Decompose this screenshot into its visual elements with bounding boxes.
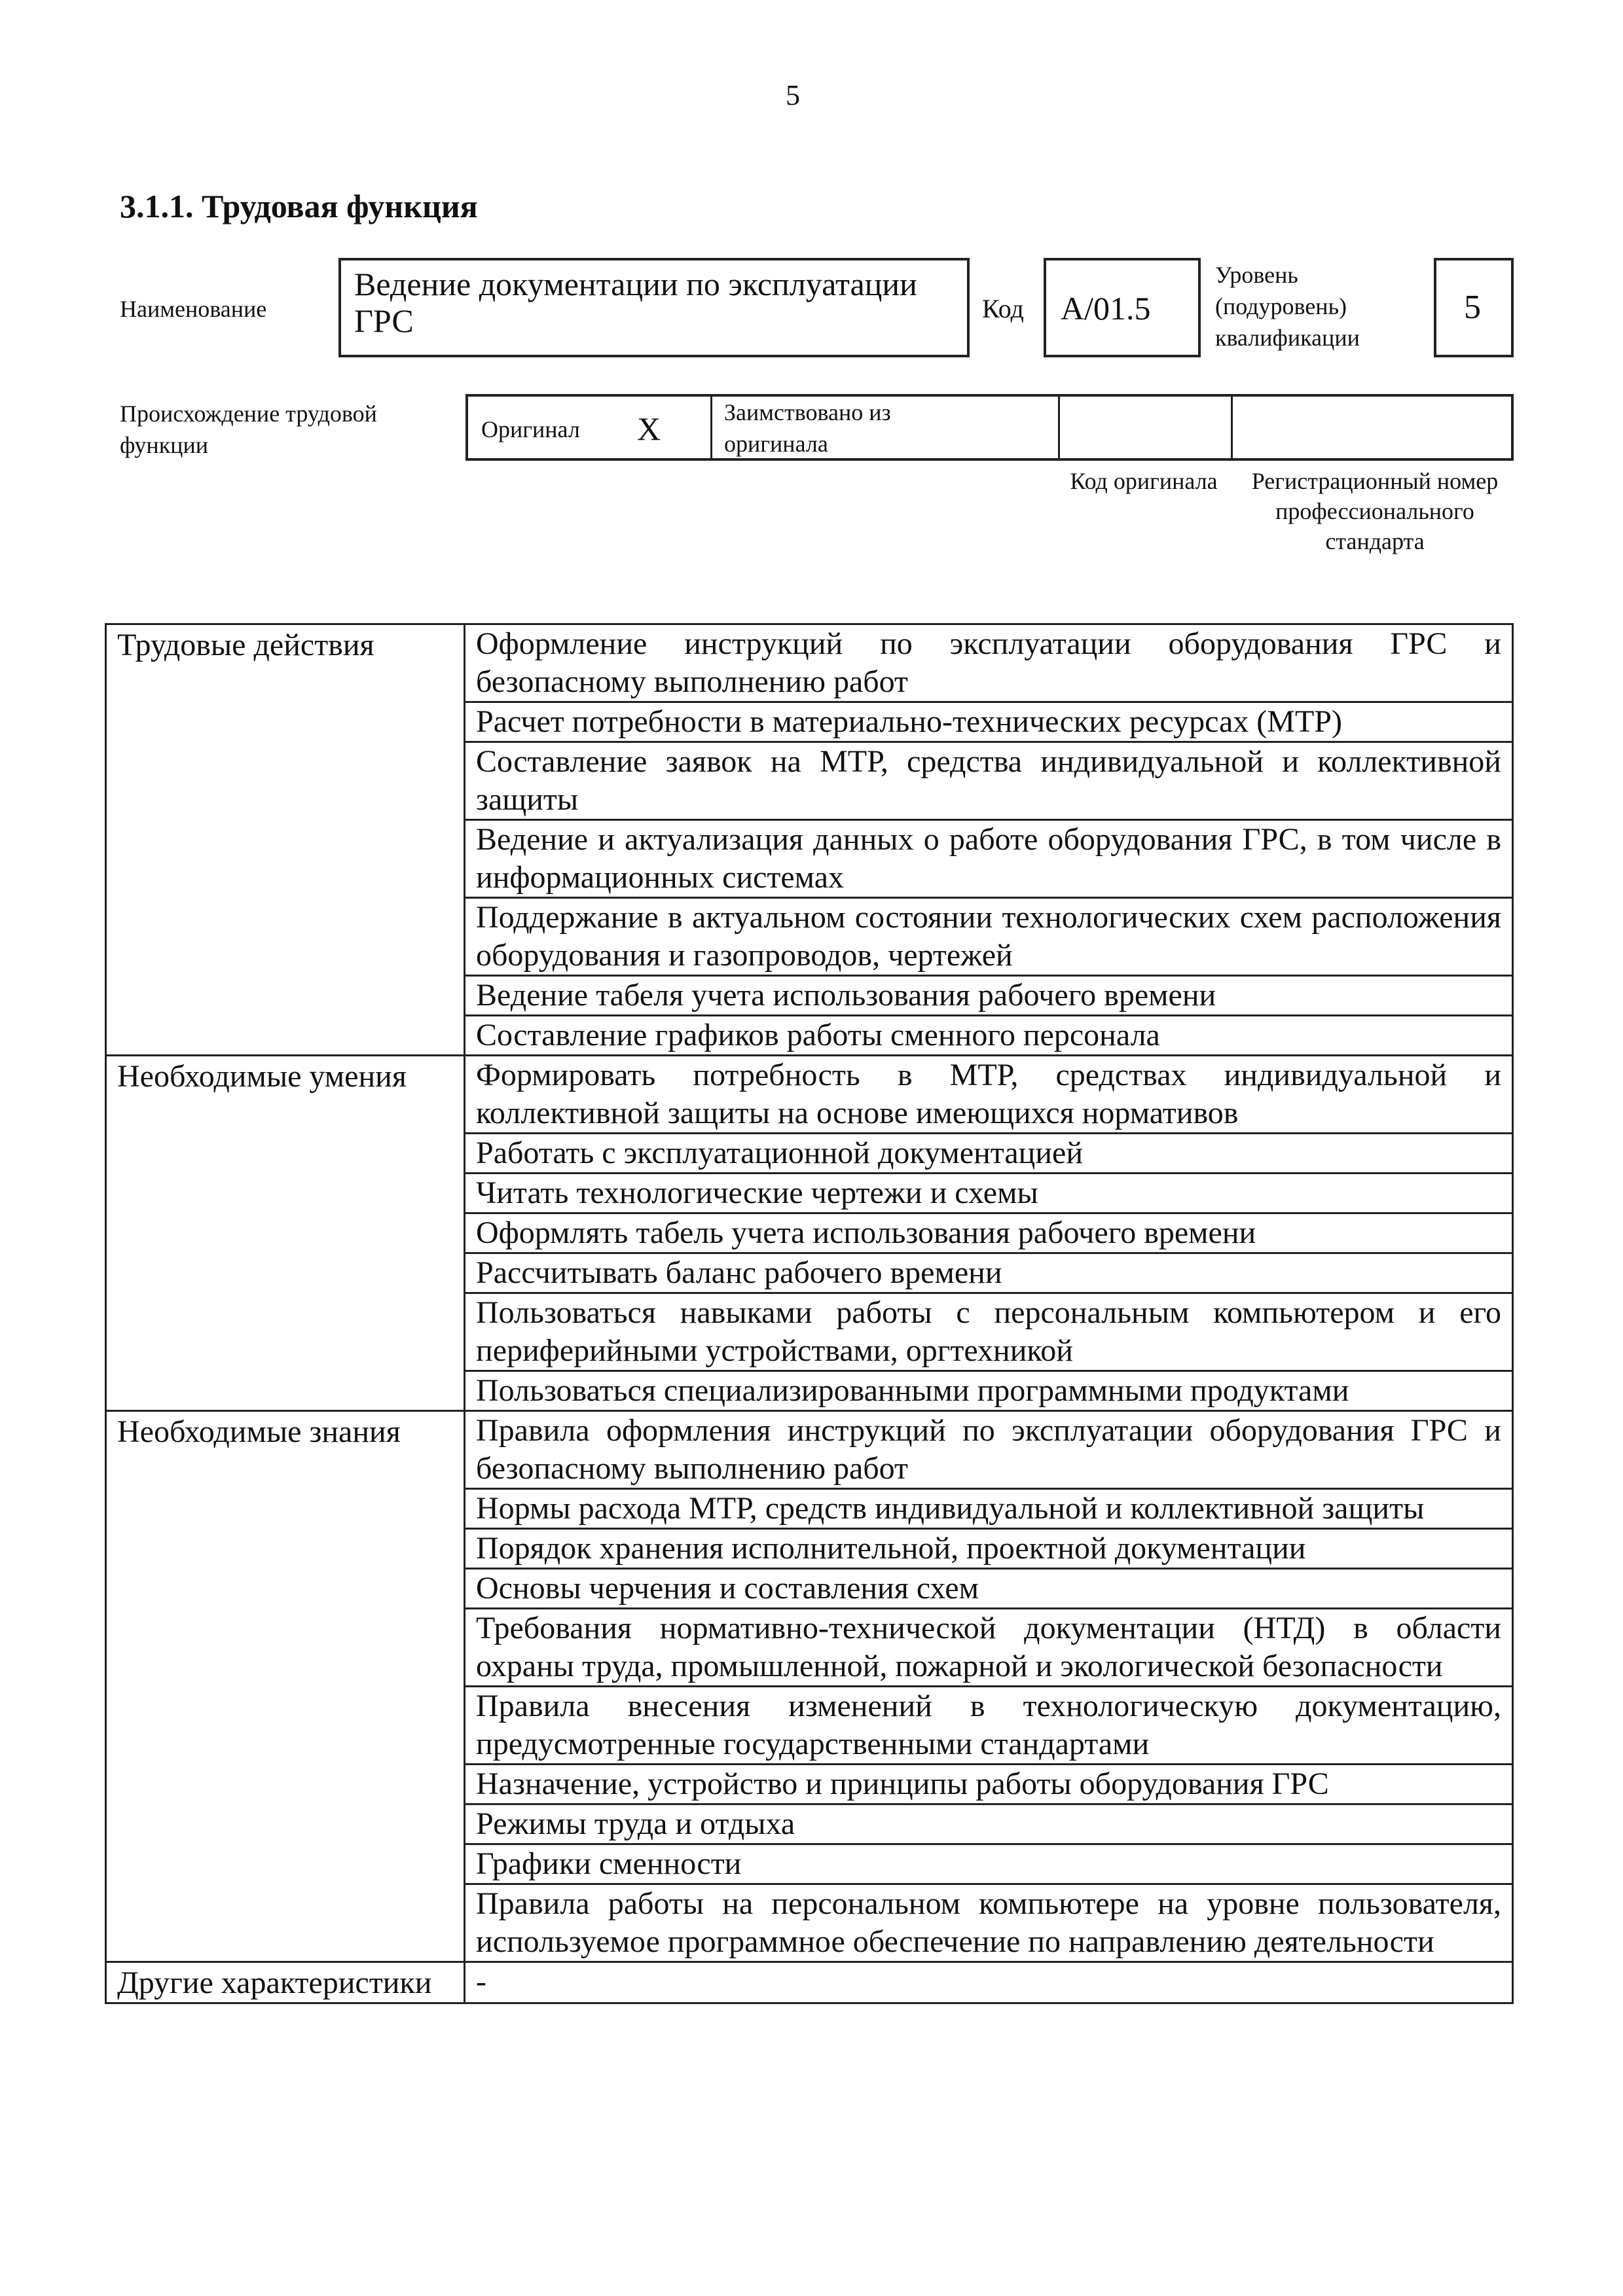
- item-cell: Составление заявок на МТР, средства индивидуальной и коллективной защиты: [465, 742, 1513, 820]
- page-number: 5: [786, 79, 800, 111]
- origin-label: Происхождение трудовой функции: [120, 401, 377, 458]
- item-cell: Требования нормативно-технической документации (НТД) в области охраны труда, промышленной, пожарной и экологической безопасности: [465, 1609, 1513, 1687]
- original-label: Оригинал: [481, 416, 580, 442]
- item-cell: Поддержание в актуальном состоянии технологических схем расположения оборудования и газопроводов, чертежей: [465, 898, 1513, 976]
- category-cell: Необходимые умения: [106, 1056, 465, 1411]
- original-cell: [468, 397, 712, 458]
- table-row: [106, 1056, 1513, 1134]
- borrowed-label: Заимствовано из оригинала: [724, 399, 891, 457]
- item-cell: Пользоваться специализированными программными продуктами: [465, 1371, 1513, 1411]
- table-row: [106, 624, 1513, 702]
- level-value: 5: [1464, 289, 1481, 326]
- code-box: [1044, 258, 1201, 357]
- table-row: [106, 1962, 1513, 2003]
- code-value: A/01.5: [1061, 290, 1151, 327]
- level-box: [1434, 258, 1514, 357]
- code-label: Код: [982, 294, 1024, 323]
- item-cell: Формировать потребность в МТР, средствах индивидуальной и коллективной защиты на основе имеющихся нормативов: [465, 1056, 1513, 1134]
- reg-caption: Регистрационный номер профессионального стандарта: [1251, 468, 1499, 554]
- item-cell: Составление графиков работы сменного персонала: [465, 1016, 1513, 1056]
- level-label: Уровень (подуровень) квалификации: [1215, 262, 1360, 351]
- item-cell: -: [465, 1962, 1513, 2003]
- item-cell: Правила работы на персональном компьютере на уровне пользователя, используемое программное обеспечение по направлению деятельности: [465, 1884, 1513, 1962]
- item-cell: Оформлять табель учета использования рабочего времени: [465, 1213, 1513, 1253]
- item-cell: Расчет потребности в материально-технических ресурсах (МТР): [465, 702, 1513, 742]
- item-cell: Пользоваться навыками работы с персональным компьютером и его периферийными устройствами, оргтехникой: [465, 1293, 1513, 1371]
- function-name: Ведение документации по эксплуатации ГРС: [354, 266, 917, 339]
- category-cell: Необходимые знания: [106, 1411, 465, 1962]
- section-title: 3.1.1. Трудовая функция: [120, 188, 478, 224]
- category-cell: Другие характеристики: [106, 1962, 465, 2003]
- item-cell: Основы черчения и составления схем: [465, 1569, 1513, 1609]
- item-cell: Режимы труда и отдыха: [465, 1804, 1513, 1844]
- item-cell: Рассчитывать баланс рабочего времени: [465, 1253, 1513, 1293]
- item-cell: Нормы расхода МТР, средств индивидуальной и коллективной защиты: [465, 1489, 1513, 1529]
- table-row: [106, 1411, 1513, 1489]
- item-cell: Ведение табеля учета использования рабочего времени: [465, 976, 1513, 1016]
- origin-row: [465, 394, 1514, 461]
- item-cell: Правила внесения изменений в технологическую документацию, предусмотренные государственными стандартами: [465, 1687, 1513, 1765]
- function-table: [105, 623, 1514, 2004]
- item-cell: Правила оформления инструкций по эксплуатации оборудования ГРС и безопасному выполнению работ: [465, 1411, 1513, 1489]
- item-cell: Работать с эксплуатационной документацией: [465, 1134, 1513, 1174]
- name-label: Наименование: [120, 296, 267, 322]
- category-cell: Трудовые действия: [106, 624, 465, 1056]
- original-code-cell: [1060, 397, 1233, 458]
- item-cell: Ведение и актуализация данных о работе оборудования ГРС, в том числе в информационных системах: [465, 820, 1513, 898]
- reg-number-cell: [1233, 397, 1511, 458]
- code-caption: Код оригинала: [1070, 468, 1218, 494]
- original-mark: X: [637, 410, 661, 447]
- item-cell: Порядок хранения исполнительной, проектной документации: [465, 1529, 1513, 1569]
- item-cell: Назначение, устройство и принципы работы оборудования ГРС: [465, 1765, 1513, 1804]
- item-cell: Оформление инструкций по эксплуатации оборудования ГРС и безопасному выполнению работ: [465, 624, 1513, 702]
- item-cell: Графики сменности: [465, 1844, 1513, 1884]
- borrowed-cell: [712, 397, 1060, 458]
- item-cell: Читать технологические чертежи и схемы: [465, 1174, 1513, 1213]
- name-box: [338, 258, 970, 357]
